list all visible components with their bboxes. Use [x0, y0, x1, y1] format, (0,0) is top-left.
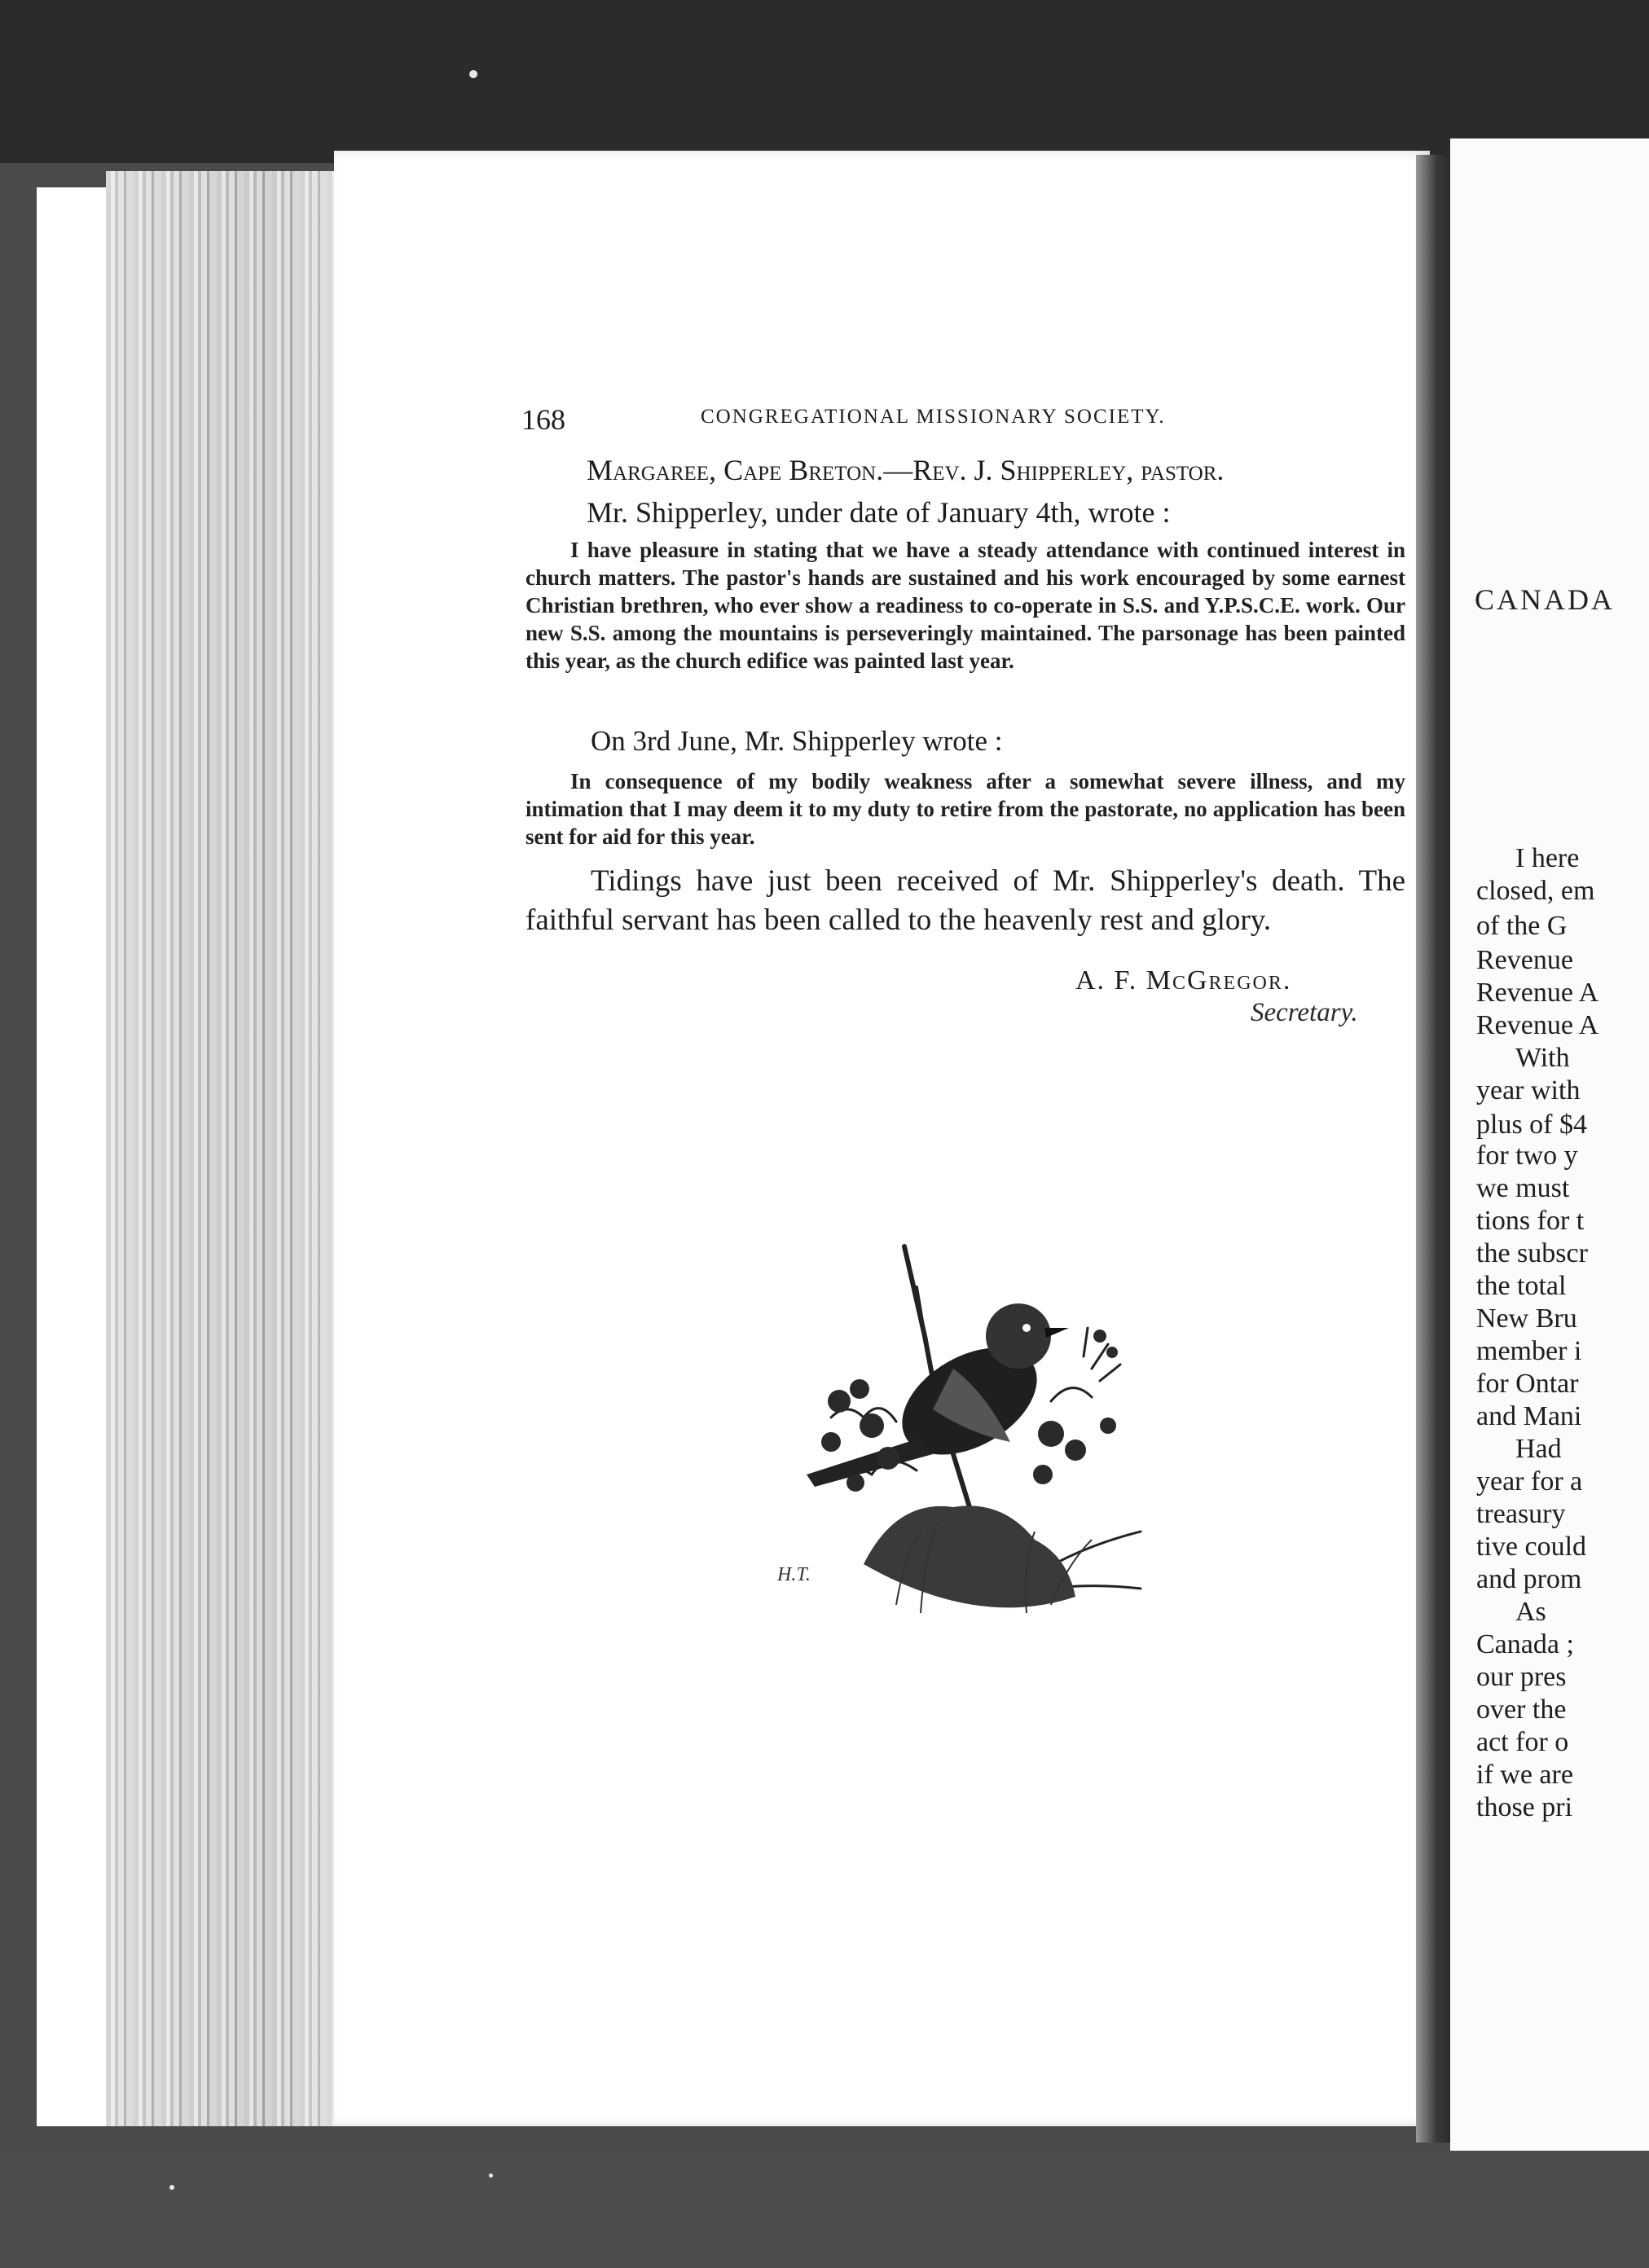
right-page-line: Canada ; — [1476, 1629, 1574, 1659]
right-page-line: year for a — [1476, 1466, 1583, 1497]
book-gutter — [1416, 155, 1450, 2143]
quoted-letter-1: I have pleasure in stating that we have a steady attendance with continued interest in church matters. The pastor's hands are sustained and his work encouraged by some earnest Christian brethren, who ever show a readiness to co-operate in S.S. and Y.P.S.C.E. work. Our new S.S. among the mountains is perseveringly maintained. The parsonage has been painted this year, as the church edifice was painted last year. — [525, 538, 1405, 673]
left-text-page — [334, 151, 1430, 2126]
right-page-line: plus of $4 — [1476, 1110, 1587, 1140]
right-page-line: over the — [1476, 1694, 1567, 1725]
intro-line-2: On 3rd June, Mr. Shipperley wrote : — [591, 725, 1003, 757]
right-page-line: New Bru — [1476, 1303, 1577, 1334]
right-page-line: treasury — [1476, 1499, 1566, 1529]
right-page-line: for Ontar — [1476, 1369, 1579, 1399]
dust-speck — [489, 2174, 493, 2178]
right-page-line: and prom — [1476, 1564, 1582, 1594]
section-heading: Margaree, Cape Breton.—Rev. J. Shipperley, pastor. — [587, 454, 1225, 486]
engraver-mark: H.T. — [777, 1564, 811, 1585]
right-page-line: for two y — [1476, 1141, 1578, 1171]
quoted-letter-2: In consequence of my bodily weakness after a somewhat severe illness, and my intimation that I may deem it to my duty to retire from the pastorate, no application has been sent for aid for this year. — [525, 769, 1405, 849]
photo-background-top — [0, 0, 1649, 163]
signature-name: A. F. McGregor. — [1075, 965, 1292, 996]
right-page-line: closed, em — [1476, 876, 1595, 906]
right-page-line: those pri — [1476, 1792, 1573, 1822]
right-page-line: and Mani — [1476, 1401, 1582, 1431]
right-page-line: if we are — [1476, 1760, 1573, 1790]
right-page-line: With — [1515, 1043, 1570, 1073]
right-page-line: Revenue — [1476, 945, 1573, 975]
right-page-heading: CANADA — [1475, 583, 1616, 616]
right-page-line: we must — [1476, 1173, 1570, 1203]
right-page-line: of the G — [1476, 911, 1568, 941]
right-page-line: Revenue A — [1476, 978, 1599, 1008]
signature-title: Secretary. — [1251, 998, 1358, 1027]
dust-speck — [469, 70, 477, 78]
right-page-line: As — [1515, 1597, 1546, 1627]
bird-on-branch-icon — [777, 1238, 1173, 1662]
right-page-line: year with — [1476, 1075, 1581, 1105]
right-page — [1450, 138, 1649, 2151]
right-page-line: the subscr — [1476, 1238, 1588, 1268]
page-number: 168 — [521, 403, 565, 436]
right-page-line: member i — [1476, 1336, 1582, 1366]
running-head — [521, 399, 1401, 435]
tidings-paragraph: Tidings have just been received of Mr. Shipperley's death. The faithful servant has been called to the heavenly rest and glory. — [525, 864, 1405, 937]
right-page-line: act for o — [1476, 1727, 1569, 1757]
running-head-title: CONGREGATIONAL MISSIONARY SOCIETY. — [701, 406, 1166, 428]
right-page-line: our pres — [1476, 1662, 1567, 1692]
right-page-line: tive could — [1476, 1532, 1587, 1562]
right-page-line: I here — [1515, 843, 1580, 873]
intro-line: Mr. Shipperley, under date of January 4th, wrote : — [587, 496, 1171, 529]
right-page-line: tions for t — [1476, 1206, 1585, 1236]
dust-speck — [169, 2185, 174, 2190]
right-page-line: the total — [1476, 1271, 1567, 1301]
right-page-line: Revenue A — [1476, 1010, 1599, 1040]
right-page-line: Had — [1515, 1434, 1562, 1464]
photo-background-bottom — [0, 2151, 1649, 2268]
